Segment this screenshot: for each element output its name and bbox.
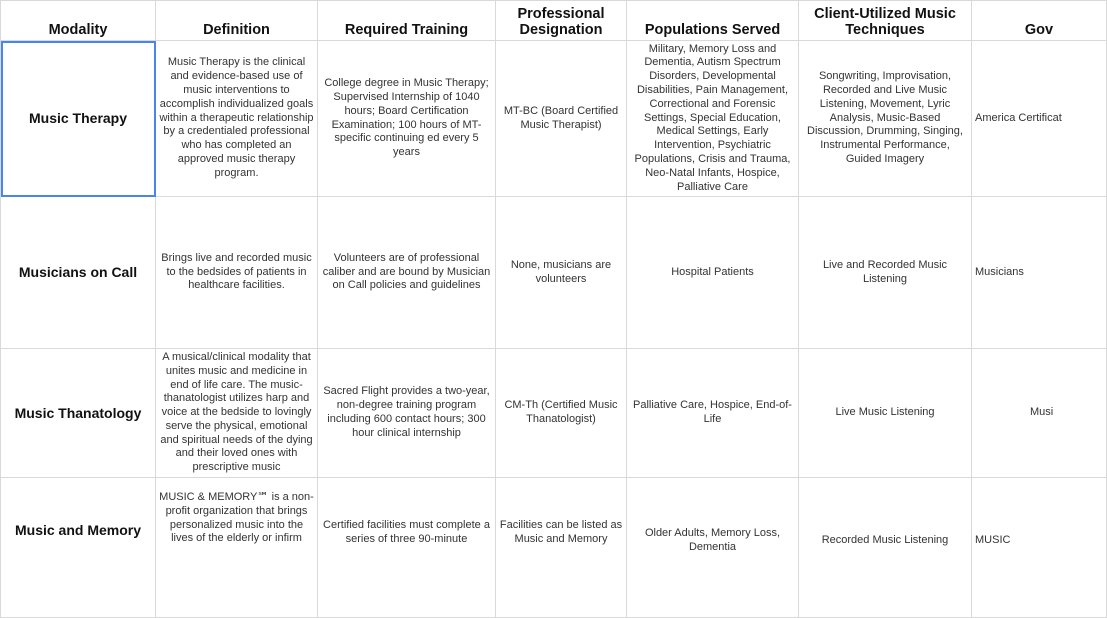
techniques-cell[interactable]: Songwriting, Improvisation, Recorded and Live Music Listening, Movement, Lyric Analysis, Music-Based Discussion, Drumming, Singing, Instrumental Performance, Guided Imagery: [799, 41, 972, 197]
techniques-cell[interactable]: Live Music Listening: [799, 349, 972, 478]
definition-cell[interactable]: A musical/clinical modality that unites music and medicine in end of life care. The music-thanatologist utilizes harp and voice at the bedside to lovingly serve the physical, emotional and spiritual needs of the dying and their loved ones with prescriptive music: [156, 349, 318, 478]
header-populations-served[interactable]: Populations Served: [627, 1, 799, 41]
gov-cell[interactable]: Musi: [972, 349, 1107, 478]
modality-cell[interactable]: Music Thanatology: [1, 349, 156, 478]
table-row: [1, 478, 1107, 618]
gov-cell[interactable]: MUSIC: [972, 478, 1107, 618]
techniques-cell[interactable]: Recorded Music Listening: [799, 478, 972, 618]
populations-cell[interactable]: Palliative Care, Hospice, End-of-Life: [627, 349, 799, 478]
definition-cell[interactable]: MUSIC & MEMORY℠ is a non-profit organization that brings personalized music into the lives of the elderly or infirm: [156, 478, 318, 618]
header-client-utilized-techniques[interactable]: Client-Utilized Music Techniques: [799, 1, 972, 41]
populations-cell[interactable]: Older Adults, Memory Loss, Dementia: [627, 478, 799, 618]
populations-cell[interactable]: Military, Memory Loss and Dementia, Autism Spectrum Disorders, Developmental Disabilities, Pain Management, Correctional and Forensic Settings, Special Education, Medical Settings, Early Intervention, Psychiatric Populations, Crisis and Trauma, Neo-Natal Infants, Hospice, Palliative Care: [627, 41, 799, 197]
header-gov[interactable]: Gov: [972, 1, 1107, 41]
designation-cell[interactable]: None, musicians are volunteers: [496, 197, 627, 349]
header-professional-designation[interactable]: Professional Designation: [496, 1, 627, 41]
gov-cell[interactable]: Musicians: [972, 197, 1107, 349]
techniques-cell[interactable]: Live and Recorded Music Listening: [799, 197, 972, 349]
training-cell[interactable]: Sacred Flight provides a two-year, non-degree training program including 600 contact hours; 300 hour clinical internship: [318, 349, 496, 478]
training-cell[interactable]: Certified facilities must complete a series of three 90-minute: [318, 478, 496, 618]
definition-cell[interactable]: Brings live and recorded music to the bedsides of patients in healthcare facilities.: [156, 197, 318, 349]
populations-cell[interactable]: Hospital Patients: [627, 197, 799, 349]
header-definition[interactable]: Definition: [156, 1, 318, 41]
definition-cell[interactable]: Music Therapy is the clinical and evidence-based use of music interventions to accomplish individualized goals within a therapeutic relationship by a credentialed professional who has completed an approved music therapy program.: [156, 41, 318, 197]
designation-cell[interactable]: MT-BC (Board Certified Music Therapist): [496, 41, 627, 197]
modality-cell[interactable]: Musicians on Call: [1, 197, 156, 349]
modality-cell[interactable]: Music Therapy: [1, 41, 156, 197]
table-row: [1, 197, 1107, 349]
header-required-training[interactable]: Required Training: [318, 1, 496, 41]
table-row: [1, 349, 1107, 478]
training-cell[interactable]: College degree in Music Therapy; Supervised Internship of 1040 hours; Board Certification Examination; 100 hours of MT-specific continuing ed every 5 years: [318, 41, 496, 197]
gov-cell[interactable]: America Certificat: [972, 41, 1107, 197]
designation-cell[interactable]: CM-Th (Certified Music Thanatologist): [496, 349, 627, 478]
training-cell[interactable]: Volunteers are of professional caliber and are bound by Musician on Call policies and guidelines: [318, 197, 496, 349]
table-row: [1, 41, 1107, 197]
header-row: [1, 1, 1107, 41]
designation-cell[interactable]: Facilities can be listed as Music and Memory: [496, 478, 627, 618]
header-modality[interactable]: Modality: [1, 1, 156, 41]
modality-cell[interactable]: Music and Memory: [1, 478, 156, 618]
